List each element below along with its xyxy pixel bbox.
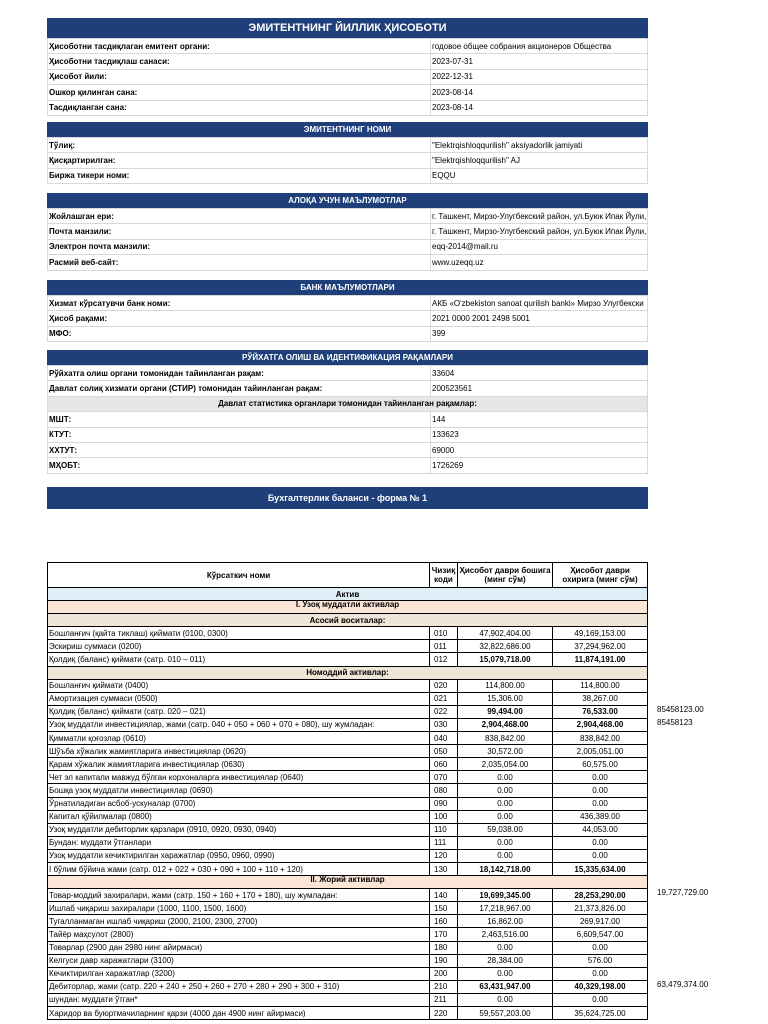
indicator-name: Шўъба хўжалик жамиятларига инвестициялар (0620): [48, 745, 430, 758]
start-value: 17,218,967.00: [458, 902, 553, 915]
section-label: I. Узоқ муддатли активлар: [48, 601, 648, 614]
end-value: 40,329,198.00: [553, 980, 648, 993]
line-code: 160: [430, 915, 458, 928]
line-code: 220: [430, 1007, 458, 1020]
line-code: 120: [430, 849, 458, 862]
info-row: [48, 381, 648, 396]
end-value: 0.00: [553, 784, 648, 797]
bank-header: БАНК МАЪЛУМОТЛАРИ: [47, 280, 648, 295]
balance-row: [48, 967, 648, 980]
info-row: [48, 296, 648, 311]
info-value: годовое общее собрания акционеров Общества: [431, 39, 648, 54]
start-value: 59,038.00: [458, 823, 553, 836]
info-value: 2023-07-31: [431, 54, 648, 69]
group-row: [48, 666, 648, 679]
balance-row: [48, 797, 648, 810]
end-value: 37,294,962.00: [553, 640, 648, 653]
balance-row: [48, 836, 648, 849]
line-code: 070: [430, 771, 458, 784]
info-label: Ҳисоботни тасдиқлаш санаси:: [48, 54, 431, 69]
balance-row: [48, 889, 648, 902]
balance-row: [48, 980, 648, 993]
end-value: 35,624,725.00: [553, 1007, 648, 1020]
contact-header: АЛОҚА УЧУН МАЪЛУМОТЛАР: [47, 193, 648, 208]
end-value: 2,005,051.00: [553, 745, 648, 758]
info-label: Қисқартирилган:: [48, 153, 431, 168]
info-value: АКБ «O'zbekiston sanoat qurilish banki» Мирзо Улугбекски: [431, 296, 648, 311]
start-value: 2,035,054.00: [458, 758, 553, 771]
info-label: ХХТУТ:: [48, 442, 431, 457]
start-value: 0.00: [458, 967, 553, 980]
info-value: 133623: [431, 427, 648, 442]
line-code: 150: [430, 902, 458, 915]
group-row: [48, 614, 648, 627]
end-value: 76,533.00: [553, 705, 648, 718]
info-label: Хизмат кўрсатувчи банк номи:: [48, 296, 431, 311]
line-code: 010: [430, 627, 458, 640]
indicator-name: Узоқ муддатли кечиктирилган харажатлар (0950, 0960, 0990): [48, 849, 430, 862]
end-value: 436,389.00: [553, 810, 648, 823]
balance-header-row: [48, 563, 648, 588]
info-label: Электрон почта манзили:: [48, 239, 431, 254]
registration-header: РЎЙХАТГА ОЛИШ ВА ИДЕНТИФИКАЦИЯ РАҚАМЛАРИ: [47, 350, 648, 365]
balance-row: [48, 849, 648, 862]
start-value: 2,904,468.00: [458, 718, 553, 731]
line-code: 080: [430, 784, 458, 797]
line-code: 190: [430, 954, 458, 967]
start-value: 19,699,345.00: [458, 889, 553, 902]
info-label: Рўйхатга олиш органи томонидан тайинланган рақам:: [48, 366, 431, 381]
column-header-1: Кўрсаткич номи: [48, 563, 430, 588]
info-value: 69000: [431, 442, 648, 457]
start-value: 16,862.00: [458, 915, 553, 928]
info-value: г. Ташкент, Мирзо-Улугбекский район, ул.Буюк Ипак Йули,: [431, 224, 648, 239]
line-code: 030: [430, 718, 458, 731]
start-value: 0.00: [458, 784, 553, 797]
indicator-name: Ишлаб чиқариш захиралари (1000, 1100, 1500, 1600): [48, 902, 430, 915]
info-row: [48, 239, 648, 254]
info-value: 2023-08-14: [431, 85, 648, 100]
info-row: [48, 168, 648, 183]
end-value: 576.00: [553, 954, 648, 967]
end-value: 0.00: [553, 849, 648, 862]
bank-table: [47, 295, 648, 342]
info-row: [48, 69, 648, 84]
end-value: 60,575.00: [553, 758, 648, 771]
indicator-name: Бошланғич қиймати (0400): [48, 679, 430, 692]
info-row: [48, 39, 648, 54]
info-value: 2021 0000 2001 2498 5001: [431, 311, 648, 326]
end-value: 49,169,153.00: [553, 627, 648, 640]
indicator-name: Бундан: муддати ўтганлари: [48, 836, 430, 849]
info-row: [48, 209, 648, 224]
stat-subheader-row: [48, 396, 648, 411]
line-code: 110: [430, 823, 458, 836]
line-code: 170: [430, 928, 458, 941]
indicator-name: I бўлим бўйича жами (сатр. 012 + 022 + 030 + 090 + 100 + 110 + 120): [48, 862, 430, 875]
indicator-name: Эскириш суммаси (0200): [48, 640, 430, 653]
start-value: 114,800.00: [458, 679, 553, 692]
indicator-name: Амортизация суммаси (0500): [48, 692, 430, 705]
balance-row: [48, 784, 648, 797]
info-row: [48, 311, 648, 326]
issuer-name-header: ЭМИТЕНТНИНГ НОМИ: [47, 122, 648, 137]
info-label: МФО:: [48, 326, 431, 341]
info-label: Давлат солиқ хизмати органи (СТИР) томонидан тайинланган рақам:: [48, 381, 431, 396]
info-row: [48, 100, 648, 115]
info-row: [48, 138, 648, 153]
start-value: 18,142,718.00: [458, 862, 553, 875]
indicator-name: Қарам хўжалик жамиятларига инвестициялар (0630): [48, 758, 430, 771]
line-code: 022: [430, 705, 458, 718]
line-code: 210: [430, 980, 458, 993]
balance-row: [48, 993, 648, 1006]
info-label: МШТ:: [48, 412, 431, 427]
start-value: 0.00: [458, 836, 553, 849]
end-value: 0.00: [553, 967, 648, 980]
info-label: Тасдиқланган сана:: [48, 100, 431, 115]
info-value: 2022-12-31: [431, 69, 648, 84]
info-value: "Elektrqishloqqurilish" aksiyadorlik jamiyati: [431, 138, 648, 153]
section-label: II. Жорий активлар: [48, 876, 648, 889]
balance-row: [48, 771, 648, 784]
line-code: 040: [430, 732, 458, 745]
indicator-name: Ўрнатиладиган асбоб-ускуналар (0700): [48, 797, 430, 810]
column-header-3: Ҳисобот даври бошига (минг сўм): [458, 563, 553, 588]
line-code: 021: [430, 692, 458, 705]
info-label: Ошкор қилинган сана:: [48, 85, 431, 100]
balance-row: [48, 915, 648, 928]
side-note: 63,479,374.00: [657, 980, 709, 989]
indicator-name: Узоқ муддатли дебиторлик қарзлари (0910, 0920, 0930, 0940): [48, 823, 430, 836]
info-value: 144: [431, 412, 648, 427]
info-value: 2023-08-14: [431, 100, 648, 115]
end-value: 15,335,634.00: [553, 862, 648, 875]
indicator-name: Узоқ муддатли инвестициялар, жами (сатр. 040 + 050 + 060 + 070 + 080), шу жумладан:: [48, 718, 430, 731]
start-value: 59,557,203.00: [458, 1007, 553, 1020]
end-value: 114,800.00: [553, 679, 648, 692]
balance-row: [48, 692, 648, 705]
contact-table: [47, 208, 648, 271]
side-note: 85458123.00: [657, 705, 704, 714]
info-label: Тўлиқ:: [48, 138, 431, 153]
start-value: 28,384.00: [458, 954, 553, 967]
indicator-name: Харидор ва буюртмачиларнинг қарзи (4000 дан 4900 нинг айирмаси): [48, 1007, 430, 1020]
info-value: 1726269: [431, 458, 648, 473]
end-value: 2,904,468.00: [553, 718, 648, 731]
line-code: 090: [430, 797, 458, 810]
end-value: 838,842.00: [553, 732, 648, 745]
balance-row: [48, 954, 648, 967]
end-value: 0.00: [553, 993, 648, 1006]
balance-sheet-table: [47, 562, 648, 1020]
indicator-name: шундан: муддати ўтган*: [48, 993, 430, 1006]
balance-row: [48, 758, 648, 771]
start-value: 0.00: [458, 771, 553, 784]
info-row: [48, 85, 648, 100]
end-value: 11,874,191.00: [553, 653, 648, 666]
registration-table: [47, 365, 648, 474]
end-value: 269,917.00: [553, 915, 648, 928]
indicator-name: Қолдиқ (баланс) қиймати (сатр. 020 – 021): [48, 705, 430, 718]
issuer-name-table: [47, 137, 648, 184]
balance-row: [48, 640, 648, 653]
start-value: 0.00: [458, 993, 553, 1006]
side-note: 85458123: [657, 718, 693, 727]
balance-row: [48, 705, 648, 718]
info-row: [48, 326, 648, 341]
info-row: [48, 412, 648, 427]
indicator-name: Дебиторлар, жами (сатр. 220 + 240 + 250 + 260 + 270 + 280 + 290 + 300 + 310): [48, 980, 430, 993]
column-header-2: Чизиқ коди: [430, 563, 458, 588]
line-code: 211: [430, 993, 458, 1006]
balance-row: [48, 941, 648, 954]
line-code: 050: [430, 745, 458, 758]
info-row: [48, 427, 648, 442]
indicator-name: Товарлар (2900 дан 2980 нинг айирмаси): [48, 941, 430, 954]
info-row: [48, 255, 648, 270]
info-label: Расмий веб-сайт:: [48, 255, 431, 270]
line-code: 130: [430, 862, 458, 875]
info-label: Биржа тикери номи:: [48, 168, 431, 183]
balance-row: [48, 718, 648, 731]
balance-row: [48, 810, 648, 823]
section-row: [48, 601, 648, 614]
balance-row: [48, 902, 648, 915]
end-value: 28,253,290.00: [553, 889, 648, 902]
balance-row: [48, 862, 648, 875]
start-value: 99,494.00: [458, 705, 553, 718]
start-value: 15,306.00: [458, 692, 553, 705]
line-code: 111: [430, 836, 458, 849]
info-value: 399: [431, 326, 648, 341]
line-code: 011: [430, 640, 458, 653]
start-value: 63,431,947.00: [458, 980, 553, 993]
indicator-name: Қолдиқ (баланс) қиймати (сатр. 010 – 011): [48, 653, 430, 666]
side-note: 19,727,729.00: [657, 888, 709, 897]
balance-row: [48, 653, 648, 666]
line-code: 020: [430, 679, 458, 692]
indicator-name: Бошланғич (қайта тиклаш) қиймати (0100, 0300): [48, 627, 430, 640]
line-code: 100: [430, 810, 458, 823]
section-label: Актив: [48, 588, 648, 601]
column-header-4: Ҳисобот даври охирига (минг сўм): [553, 563, 648, 588]
info-row: [48, 224, 648, 239]
line-code: 180: [430, 941, 458, 954]
start-value: 32,822,686.00: [458, 640, 553, 653]
info-label: Ҳисобот йили:: [48, 69, 431, 84]
info-value: EQQU: [431, 168, 648, 183]
start-value: 30,572.00: [458, 745, 553, 758]
line-code: 060: [430, 758, 458, 771]
line-code: 200: [430, 967, 458, 980]
info-value: 200523561: [431, 381, 648, 396]
info-row: [48, 153, 648, 168]
balance-row: [48, 732, 648, 745]
report-info-table: [47, 38, 648, 116]
indicator-name: Кечиктирилган харажатлар (3200): [48, 967, 430, 980]
stat-subheader: Давлат статистика органлари томонидан тайинланган рақамлар:: [48, 396, 648, 411]
end-value: 6,609,547.00: [553, 928, 648, 941]
indicator-name: Тайёр маҳсулот (2800): [48, 928, 430, 941]
indicator-name: Чет эл капитали мавжуд бўлган корхоналарга инвестициялар (0640): [48, 771, 430, 784]
balance-row: [48, 823, 648, 836]
start-value: 0.00: [458, 941, 553, 954]
end-value: 0.00: [553, 771, 648, 784]
end-value: 38,267.00: [553, 692, 648, 705]
balance-row: [48, 928, 648, 941]
info-value: eqq-2014@mail.ru: [431, 239, 648, 254]
line-code: 012: [430, 653, 458, 666]
end-value: 44,053.00: [553, 823, 648, 836]
end-value: 0.00: [553, 836, 648, 849]
info-row: [48, 458, 648, 473]
info-row: [48, 442, 648, 457]
info-value: г. Ташкент, Мирзо-Улугбекский район, ул.Буюк Ипак Йули,: [431, 209, 648, 224]
balance-row: [48, 745, 648, 758]
info-label: МҲОБТ:: [48, 458, 431, 473]
info-row: [48, 366, 648, 381]
indicator-name: Бошқа узоқ муддатли инвестициялар (0690): [48, 784, 430, 797]
start-value: 47,902,404.00: [458, 627, 553, 640]
start-value: 0.00: [458, 849, 553, 862]
end-value: 0.00: [553, 941, 648, 954]
info-value: www.uzeqq.uz: [431, 255, 648, 270]
indicator-name: Қимматли қоғозлар (0610): [48, 732, 430, 745]
start-value: 15,079,718.00: [458, 653, 553, 666]
section-label: Асосий воситалар:: [48, 614, 648, 627]
info-row: [48, 54, 648, 69]
info-value: 33604: [431, 366, 648, 381]
indicator-name: Келгуси давр харажатлари (3100): [48, 954, 430, 967]
start-value: 838,842.00: [458, 732, 553, 745]
indicator-name: Товар-моддий захиралари, жами (сатр. 150 + 160 + 170 + 180), шу жумладан:: [48, 889, 430, 902]
balance-row: [48, 679, 648, 692]
section-label: Номоддий активлар:: [48, 666, 648, 679]
start-value: 0.00: [458, 797, 553, 810]
info-label: Ҳисоб рақами:: [48, 311, 431, 326]
info-label: КТУТ:: [48, 427, 431, 442]
info-label: Ҳисоботни тасдиқлаган емитент органи:: [48, 39, 431, 54]
section-row: [48, 876, 648, 889]
end-value: 21,373,826.00: [553, 902, 648, 915]
balance-row: [48, 1007, 648, 1020]
line-code: 140: [430, 889, 458, 902]
end-value: 0.00: [553, 797, 648, 810]
info-label: Жойлашган ери:: [48, 209, 431, 224]
info-value: "Elektrqishloqqurilish" AJ: [431, 153, 648, 168]
start-value: 2,463,516.00: [458, 928, 553, 941]
indicator-name: Тугалланмаган ишлаб чиқариш (2000, 2100, 2300, 2700): [48, 915, 430, 928]
indicator-name: Капитал қўйилмалар (0800): [48, 810, 430, 823]
report-title: ЭМИТЕНТНИНГ ЙИЛЛИК ҲИСОБОТИ: [47, 18, 648, 39]
section-row: [48, 588, 648, 601]
balance-row: [48, 627, 648, 640]
info-label: Почта манзили:: [48, 224, 431, 239]
balance-title: Бухгалтерлик баланси - форма № 1: [47, 487, 648, 509]
start-value: 0.00: [458, 810, 553, 823]
